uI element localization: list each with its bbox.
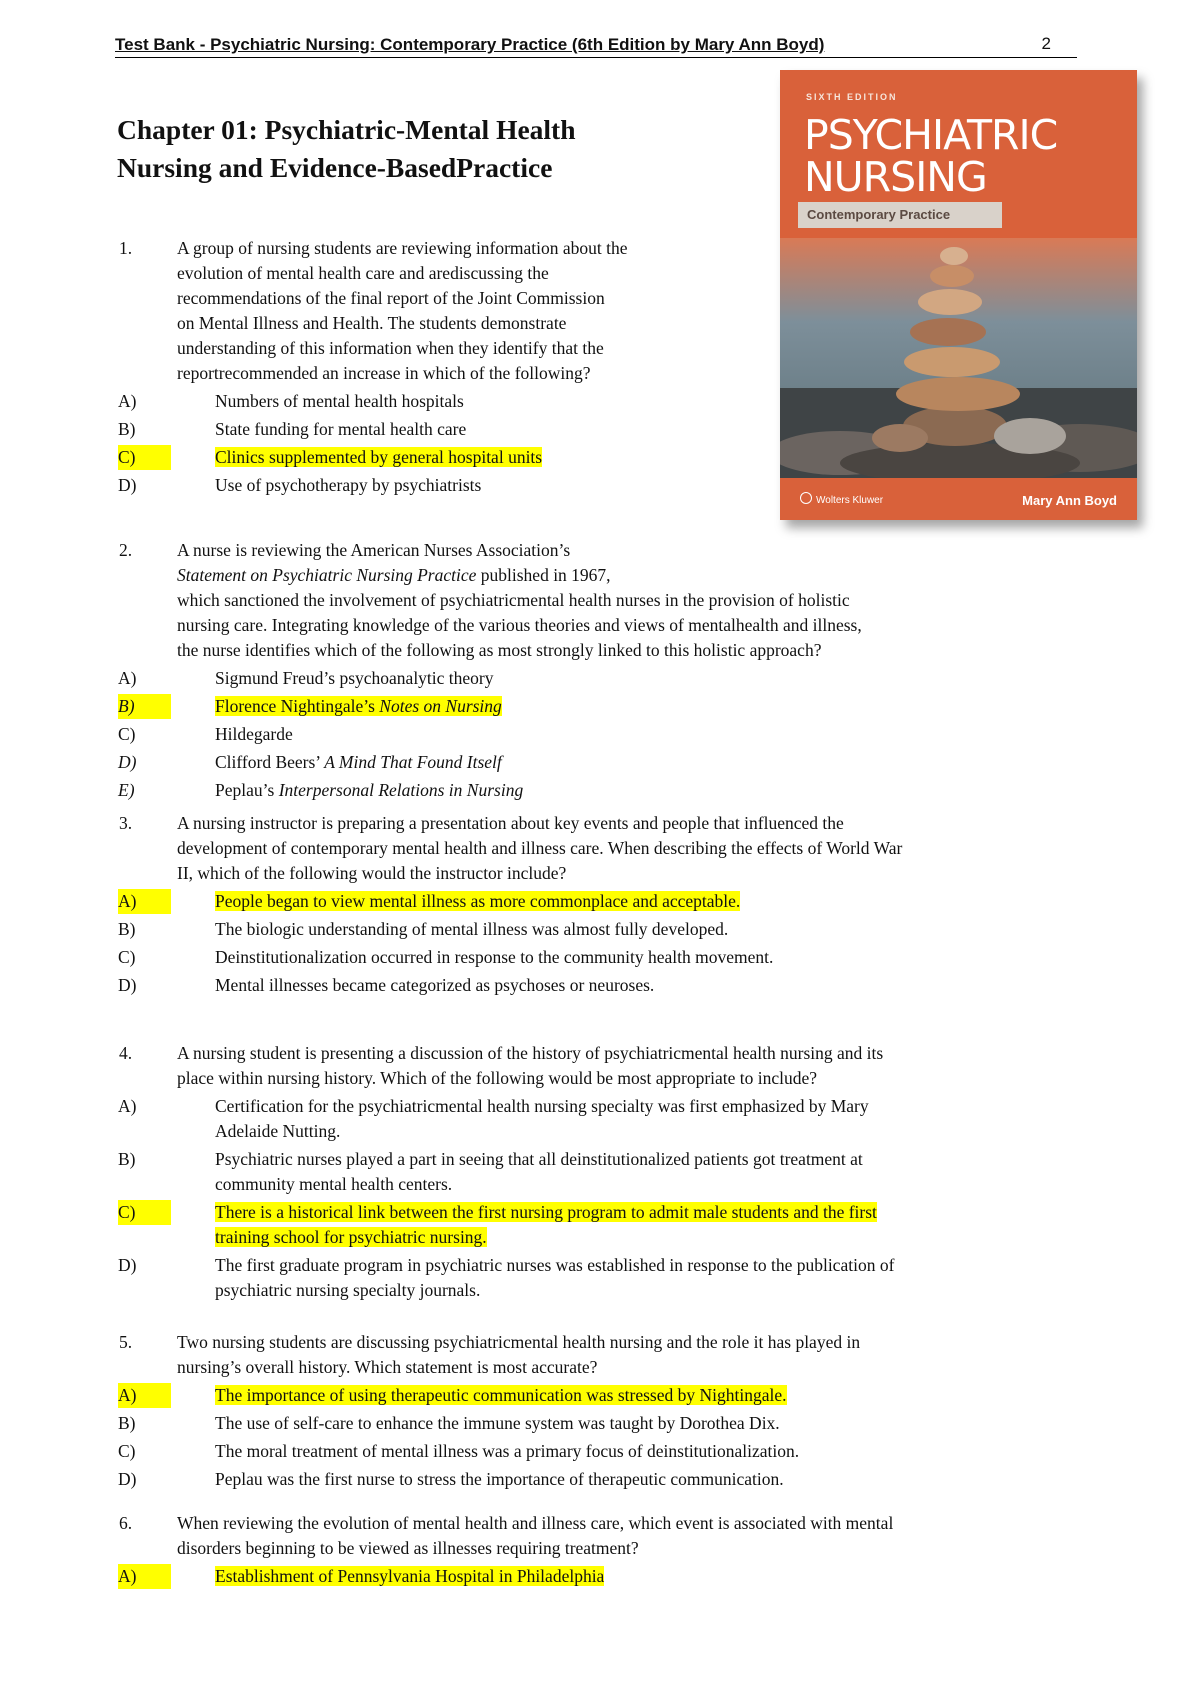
stem-line: the nurse identifies which of the following as most strongly linked to this holistic approach? — [177, 640, 822, 660]
stem-line: nursing care. Integrating knowledge of the various theories and views of mentalhealth and illness, — [177, 615, 862, 635]
answer-option-correct — [0, 889, 1080, 914]
answer-option — [0, 778, 1080, 803]
answer-option — [0, 1147, 1080, 1197]
option-label: D) — [118, 752, 137, 772]
option-text: Clifford Beers’ A Mind That Found Itself — [215, 752, 502, 772]
question-stem — [177, 1330, 1080, 1380]
option-label: B) — [118, 694, 171, 719]
option-text: Sigmund Freud’s psychoanalytic theory — [215, 668, 494, 688]
answer-option — [0, 973, 1080, 998]
answer-option-correct — [0, 694, 1080, 719]
stem-line: nursing’s overall history. Which statement is most accurate? — [177, 1357, 598, 1377]
option-text-line: Adelaide Nutting. — [215, 1121, 341, 1141]
stem-line: A nurse is reviewing the American Nurses Association’s — [177, 540, 571, 560]
stem-line: A nursing student is presenting a discussion of the history of psychiatricmental health nursing and its — [177, 1043, 884, 1063]
stacked-stones-illustration — [780, 238, 1137, 478]
stem-line: Two nursing students are discussing psychiatricmental health nursing and the role it has played in — [177, 1332, 861, 1352]
stem-line: disorders beginning to be viewed as illnesses requiring treatment? — [177, 1538, 639, 1558]
option-label: C) — [118, 724, 136, 744]
option-text-highlighted: People began to view mental illness as more commonplace and acceptable. — [215, 891, 741, 911]
option-text: State funding for mental health care — [215, 419, 467, 439]
stem-line: understanding of this information when they identify that the — [177, 338, 604, 358]
question-stem — [177, 1041, 1080, 1091]
question-stem — [177, 1511, 1080, 1561]
publisher-logo-icon — [800, 492, 812, 504]
chapter-title — [117, 111, 757, 187]
question-stem — [177, 538, 1080, 663]
option-text-line: psychiatric nursing specialty journals. — [215, 1280, 481, 1300]
question-stem — [177, 236, 700, 386]
option-text-highlighted: There is a historical link between the first nursing program to admit male students and the first — [215, 1202, 877, 1222]
stem-line: evolution of mental health care and arediscussing the — [177, 263, 549, 283]
question-number: 6. — [119, 1513, 133, 1533]
answer-option — [0, 1439, 1080, 1464]
question-number: 2. — [119, 540, 133, 560]
option-label: C) — [118, 1200, 171, 1225]
stem-line: development of contemporary mental health and illness care. When describing the effects of World War — [177, 838, 903, 858]
stem-line-with-title — [177, 563, 1080, 588]
cover-author: Mary Ann Boyd — [1022, 493, 1117, 508]
question-6 — [0, 1511, 1080, 1589]
answer-option — [0, 722, 1080, 747]
option-label: A) — [118, 391, 137, 411]
option-text-highlighted: Clinics supplemented by general hospital units — [215, 447, 543, 467]
question-number: 1. — [119, 238, 133, 258]
option-text-highlighted: Establishment of Pennsylvania Hospital in Philadelphia — [215, 1566, 605, 1586]
answer-option — [0, 945, 1080, 970]
question-1 — [0, 236, 700, 498]
question-3 — [0, 811, 1080, 998]
option-text: Numbers of mental health hospitals — [215, 391, 464, 411]
option-label: A) — [118, 1096, 137, 1116]
option-text: Mental illnesses became categorized as psychoses or neuroses. — [215, 975, 655, 995]
page-header — [115, 33, 1077, 58]
book-cover-image — [780, 70, 1137, 520]
chapter-title-line-2: Nursing and Evidence-BasedPractice — [117, 152, 553, 183]
option-text-line: Psychiatric nurses played a part in seeing that all deinstitutionalized patients got treatment at — [215, 1149, 863, 1169]
answer-option — [0, 1253, 1080, 1303]
cover-publisher-text: Wolters Kluwer — [816, 495, 884, 506]
answer-option — [0, 750, 1080, 775]
option-text — [215, 1253, 1080, 1303]
option-text-line: Certification for the psychiatricmental health nursing specialty was first emphasized by Mary — [215, 1096, 869, 1116]
option-label: E) — [118, 780, 135, 800]
option-text: The biologic understanding of mental illness was almost fully developed. — [215, 919, 729, 939]
option-text-highlighted: The importance of using therapeutic communication was stressed by Nightingale. — [215, 1385, 787, 1405]
stem-line: reportrecommended an increase in which of the following? — [177, 363, 591, 383]
answer-option-correct — [0, 1200, 1080, 1250]
question-2 — [0, 538, 1080, 803]
option-text: The moral treatment of mental illness was a primary focus of deinstitutionalization. — [215, 1441, 800, 1461]
option-text-line: The first graduate program in psychiatric nurses was established in response to the publication of — [215, 1255, 895, 1275]
option-label: D) — [118, 1469, 137, 1489]
question-5 — [0, 1330, 1080, 1492]
answer-option — [0, 473, 700, 498]
option-label: C) — [118, 445, 171, 470]
stem-line: place within nursing history. Which of the following would be most appropriate to include? — [177, 1068, 818, 1088]
question-4 — [0, 1041, 1080, 1303]
stem-line: When reviewing the evolution of mental health and illness care, which event is associated with mental — [177, 1513, 894, 1533]
page-number: 2 — [1041, 34, 1051, 53]
stem-line: A group of nursing students are reviewing information about the — [177, 238, 628, 258]
question-number: 3. — [119, 813, 133, 833]
answer-option-correct — [0, 1383, 1080, 1408]
option-label: D) — [118, 1255, 137, 1275]
answer-option — [0, 1411, 1080, 1436]
option-label: B) — [118, 919, 136, 939]
cover-title-line-2: NURSING — [804, 153, 987, 201]
header-title: Test Bank - Psychiatric Nursing: Contemporary Practice (6th Edition by Mary Ann Boyd) — [115, 35, 825, 54]
answer-option-correct — [0, 445, 700, 470]
option-label: A) — [118, 1383, 171, 1408]
cover-edition: SIXTH EDITION — [806, 92, 898, 102]
option-label: C) — [118, 1441, 136, 1461]
option-label: A) — [118, 668, 137, 688]
option-text: Hildegarde — [215, 724, 293, 744]
cover-subtitle: Contemporary Practice — [798, 202, 1002, 228]
answer-option — [0, 1094, 1080, 1144]
answer-option-correct — [0, 1564, 1080, 1589]
cover-title-line-1: PSYCHIATRIC — [804, 111, 1058, 159]
option-text — [215, 1200, 1080, 1250]
option-text: The use of self-care to enhance the immune system was taught by Dorothea Dix. — [215, 1413, 780, 1433]
option-text-line: community mental health centers. — [215, 1174, 453, 1194]
answer-option — [0, 389, 700, 414]
cover-publisher — [800, 492, 883, 506]
option-text-highlighted: training school for psychiatric nursing. — [215, 1227, 487, 1247]
option-label: C) — [118, 947, 136, 967]
option-text-highlighted: Florence Nightingale’s Notes on Nursing — [215, 696, 502, 716]
answer-option — [0, 417, 700, 442]
answer-option — [0, 666, 1080, 691]
option-text: Peplau’s Interpersonal Relations in Nursing — [215, 780, 524, 800]
stem-line: recommendations of the final report of the Joint Commission — [177, 288, 605, 308]
option-label: B) — [118, 419, 136, 439]
option-label: D) — [118, 975, 137, 995]
option-text — [215, 1094, 1080, 1144]
option-text — [215, 1147, 1080, 1197]
option-label: A) — [118, 1564, 171, 1589]
stem-line: II, which of the following would the instructor include? — [177, 863, 567, 883]
stem-line: A nursing instructor is preparing a presentation about key events and people that influenced the — [177, 813, 844, 833]
option-text: Peplau was the first nurse to stress the importance of therapeutic communication. — [215, 1469, 784, 1489]
stem-line: which sanctioned the involvement of psychiatricmental health nurses in the provision of holistic — [177, 590, 850, 610]
stem-text: published in 1967, — [476, 565, 611, 585]
option-text: Deinstitutionalization occurred in response to the community health movement. — [215, 947, 774, 967]
question-stem — [177, 811, 1080, 886]
stem-line: on Mental Illness and Health. The students demonstrate — [177, 313, 567, 333]
chapter-title-line-1: Chapter 01: Psychiatric-Mental Health — [117, 114, 576, 145]
publication-title: Statement on Psychiatric Nursing Practice — [177, 565, 477, 585]
answer-option — [0, 917, 1080, 942]
question-number: 4. — [119, 1043, 133, 1063]
option-label: B) — [118, 1413, 136, 1433]
option-text: Use of psychotherapy by psychiatrists — [215, 475, 482, 495]
question-number: 5. — [119, 1332, 133, 1352]
option-label: A) — [118, 889, 171, 914]
answer-option — [0, 1467, 1080, 1492]
option-label: D) — [118, 475, 137, 495]
option-label: B) — [118, 1149, 136, 1169]
